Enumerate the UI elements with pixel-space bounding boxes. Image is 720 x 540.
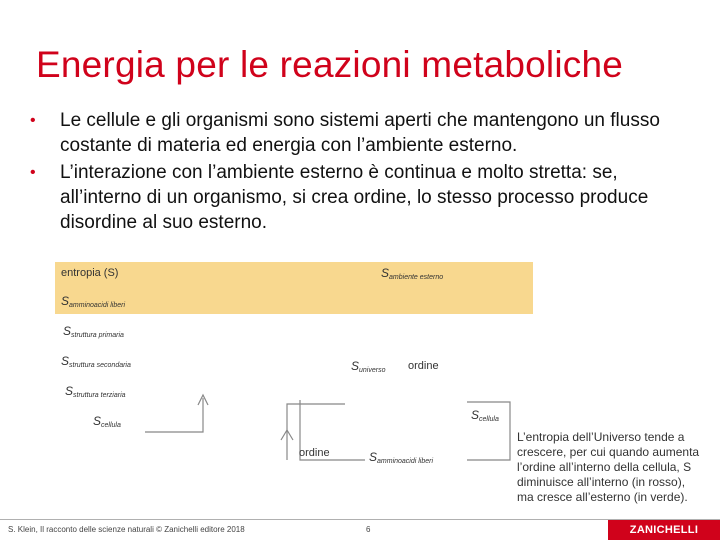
entropy-band	[55, 262, 533, 314]
label-struttura-terziaria: $S_{struttura terziaria}$	[65, 384, 126, 399]
bullet-text: Le cellule e gli organismi sono sistemi aperti che mantengono un flusso costante di materia ed energia con l’ambiente esterno.	[60, 110, 660, 156]
label-cellula-right: $S_{cellula}$	[471, 408, 499, 423]
label-ordine-bottom: ordine	[299, 447, 330, 459]
bullet-list	[30, 108, 700, 237]
bullet-dot-icon: •	[30, 112, 36, 129]
label-amminoacidi-bottom: $S_{amminoacidi liberi}$	[369, 450, 434, 465]
label-amminoacidi-liberi: $S_{amminoacidi liberi}$	[61, 294, 126, 309]
label-ambiente-esterno: $S_{ambiente esterno}$	[381, 266, 444, 281]
bullet-item	[30, 160, 700, 235]
label-cellula-left: $S_{cellula}$	[93, 414, 121, 429]
page-number: 6	[366, 525, 371, 534]
label-struttura-primaria: $S_{struttura primaria}$	[63, 324, 124, 339]
publisher-logo: ZANICHELLI	[608, 520, 720, 540]
bullet-dot-icon: •	[30, 164, 36, 181]
label-struttura-secondaria: $S_{struttura secondaria}$	[61, 354, 131, 369]
order-step-line	[145, 398, 203, 432]
bullet-text: L’interazione con l’ambiente esterno è continua e molto stretta: se, all’interno di un organismo, si crea ordine, lo stesso processo produce disordine al suo esterno.	[60, 162, 649, 233]
diagram-caption: L’entropia dell’Universo tende a crescere, per cui quando aumenta l’ordine all’interno della cellula, S diminuisce all’interno (in rosso), ma cresce all’esterno (in verde).	[517, 430, 700, 504]
label-ordine-top: ordine	[408, 360, 439, 372]
footer-credit: S. Klein, Il racconto delle scienze naturali © Zanichelli editore 2018	[8, 525, 245, 534]
bullet-item	[30, 108, 700, 158]
footer	[0, 519, 720, 540]
slide-title: Energia per le reazioni metaboliche	[36, 44, 624, 85]
entropy-axis-label: entropia (S)	[61, 267, 119, 279]
label-universo: $S_{universo}$	[351, 359, 386, 374]
